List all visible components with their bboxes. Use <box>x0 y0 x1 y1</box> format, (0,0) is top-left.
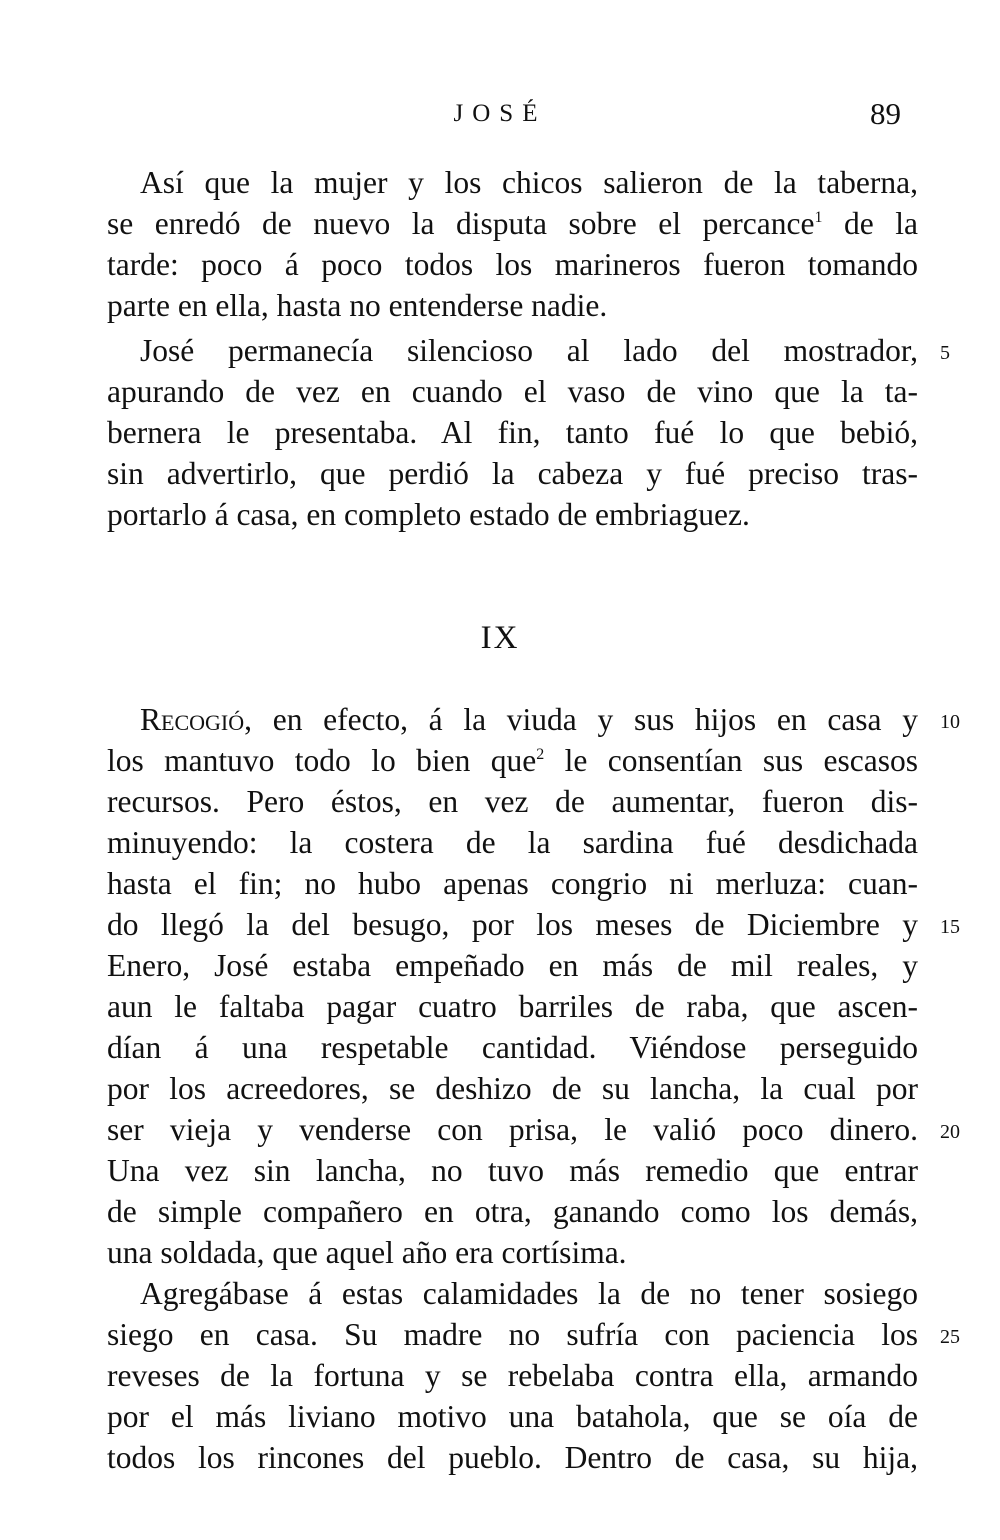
margin-line-number: 5 <box>940 342 950 364</box>
text-line <box>107 741 918 781</box>
running-title: JOSÉ <box>453 100 547 127</box>
dropcap-word: Recogió <box>140 702 245 737</box>
text-segment: le consentían sus escasos <box>544 743 918 778</box>
text-line: apurando de vez en cuando el vaso de vino que la ta- <box>107 374 918 409</box>
text-line: por el más liviano motivo una batahola, que se oía de <box>107 1399 918 1434</box>
text-line: Enero, José estaba empeñado en más de mil reales, y <box>107 948 918 983</box>
text-line: por los acreedores, se deshizo de su lancha, la cual por <box>107 1071 918 1106</box>
text-line: parte en ella, hasta no entenderse nadie. <box>107 288 608 323</box>
margin-line-number: 10 <box>940 711 960 733</box>
text-segment: se enredó de nuevo la disputa sobre el percance <box>107 206 815 241</box>
text-segment: , en efecto, á la viuda y sus hijos en casa y <box>244 702 918 737</box>
text-line: Así que la mujer y los chicos salieron de la taberna, <box>140 165 918 200</box>
text-line: recursos. Pero éstos, en vez de aumentar, fueron dis- <box>107 784 918 819</box>
text-segment: de la <box>822 206 918 241</box>
text-line: bernera le presentaba. Al fin, tanto fué lo que bebió, <box>107 415 918 450</box>
text-line: todos los rincones del pueblo. Dentro de casa, su hija, <box>107 1440 918 1475</box>
text-line: do llegó la del besugo, por los meses de Diciembre y <box>107 907 918 942</box>
text-line: Agregábase á estas calamidades la de no tener sosiego <box>140 1276 918 1311</box>
footnote-marker: 1 <box>814 209 823 226</box>
text-line: de simple compañero en otra, ganando como los demás, <box>107 1194 918 1229</box>
footnote-marker: 2 <box>536 746 545 763</box>
text-line: portarlo á casa, en completo estado de embriaguez. <box>107 497 750 532</box>
text-segment: los mantuvo todo lo bien que <box>107 743 537 778</box>
text-line: José permanecía silencioso al lado del mostrador, <box>140 333 918 368</box>
margin-line-number: 25 <box>940 1326 960 1348</box>
text-line: reveses de la fortuna y se rebelaba contra ella, armando <box>107 1358 918 1393</box>
text-line: una soldada, que aquel año era cortísima. <box>107 1235 627 1270</box>
text-line: minuyendo: la costera de la sardina fué desdichada <box>107 825 918 860</box>
text-line: aun le faltaba pagar cuatro barriles de raba, que ascen- <box>107 989 918 1024</box>
margin-line-number: 20 <box>940 1121 960 1143</box>
text-line: ser vieja y venderse con prisa, le valió poco dinero. <box>107 1112 918 1147</box>
page-number: 89 <box>870 96 901 131</box>
text-line: hasta el fin; no hubo apenas congrio ni merluza: cuan- <box>107 866 918 901</box>
chapter-heading: IX <box>480 620 520 656</box>
text-line: dían á una respetable cantidad. Viéndose perseguido <box>107 1030 918 1065</box>
text-line <box>107 204 918 244</box>
text-line: Una vez sin lancha, no tuvo más remedio que entrar <box>107 1153 918 1188</box>
margin-line-number: 15 <box>940 916 960 938</box>
text-line <box>107 700 918 740</box>
text-line: tarde: poco á poco todos los marineros fueron tomando <box>107 247 918 282</box>
text-line: siego en casa. Su madre no sufría con paciencia los <box>107 1317 918 1352</box>
text-line: sin advertirlo, que perdió la cabeza y fué preciso tras- <box>107 456 918 491</box>
